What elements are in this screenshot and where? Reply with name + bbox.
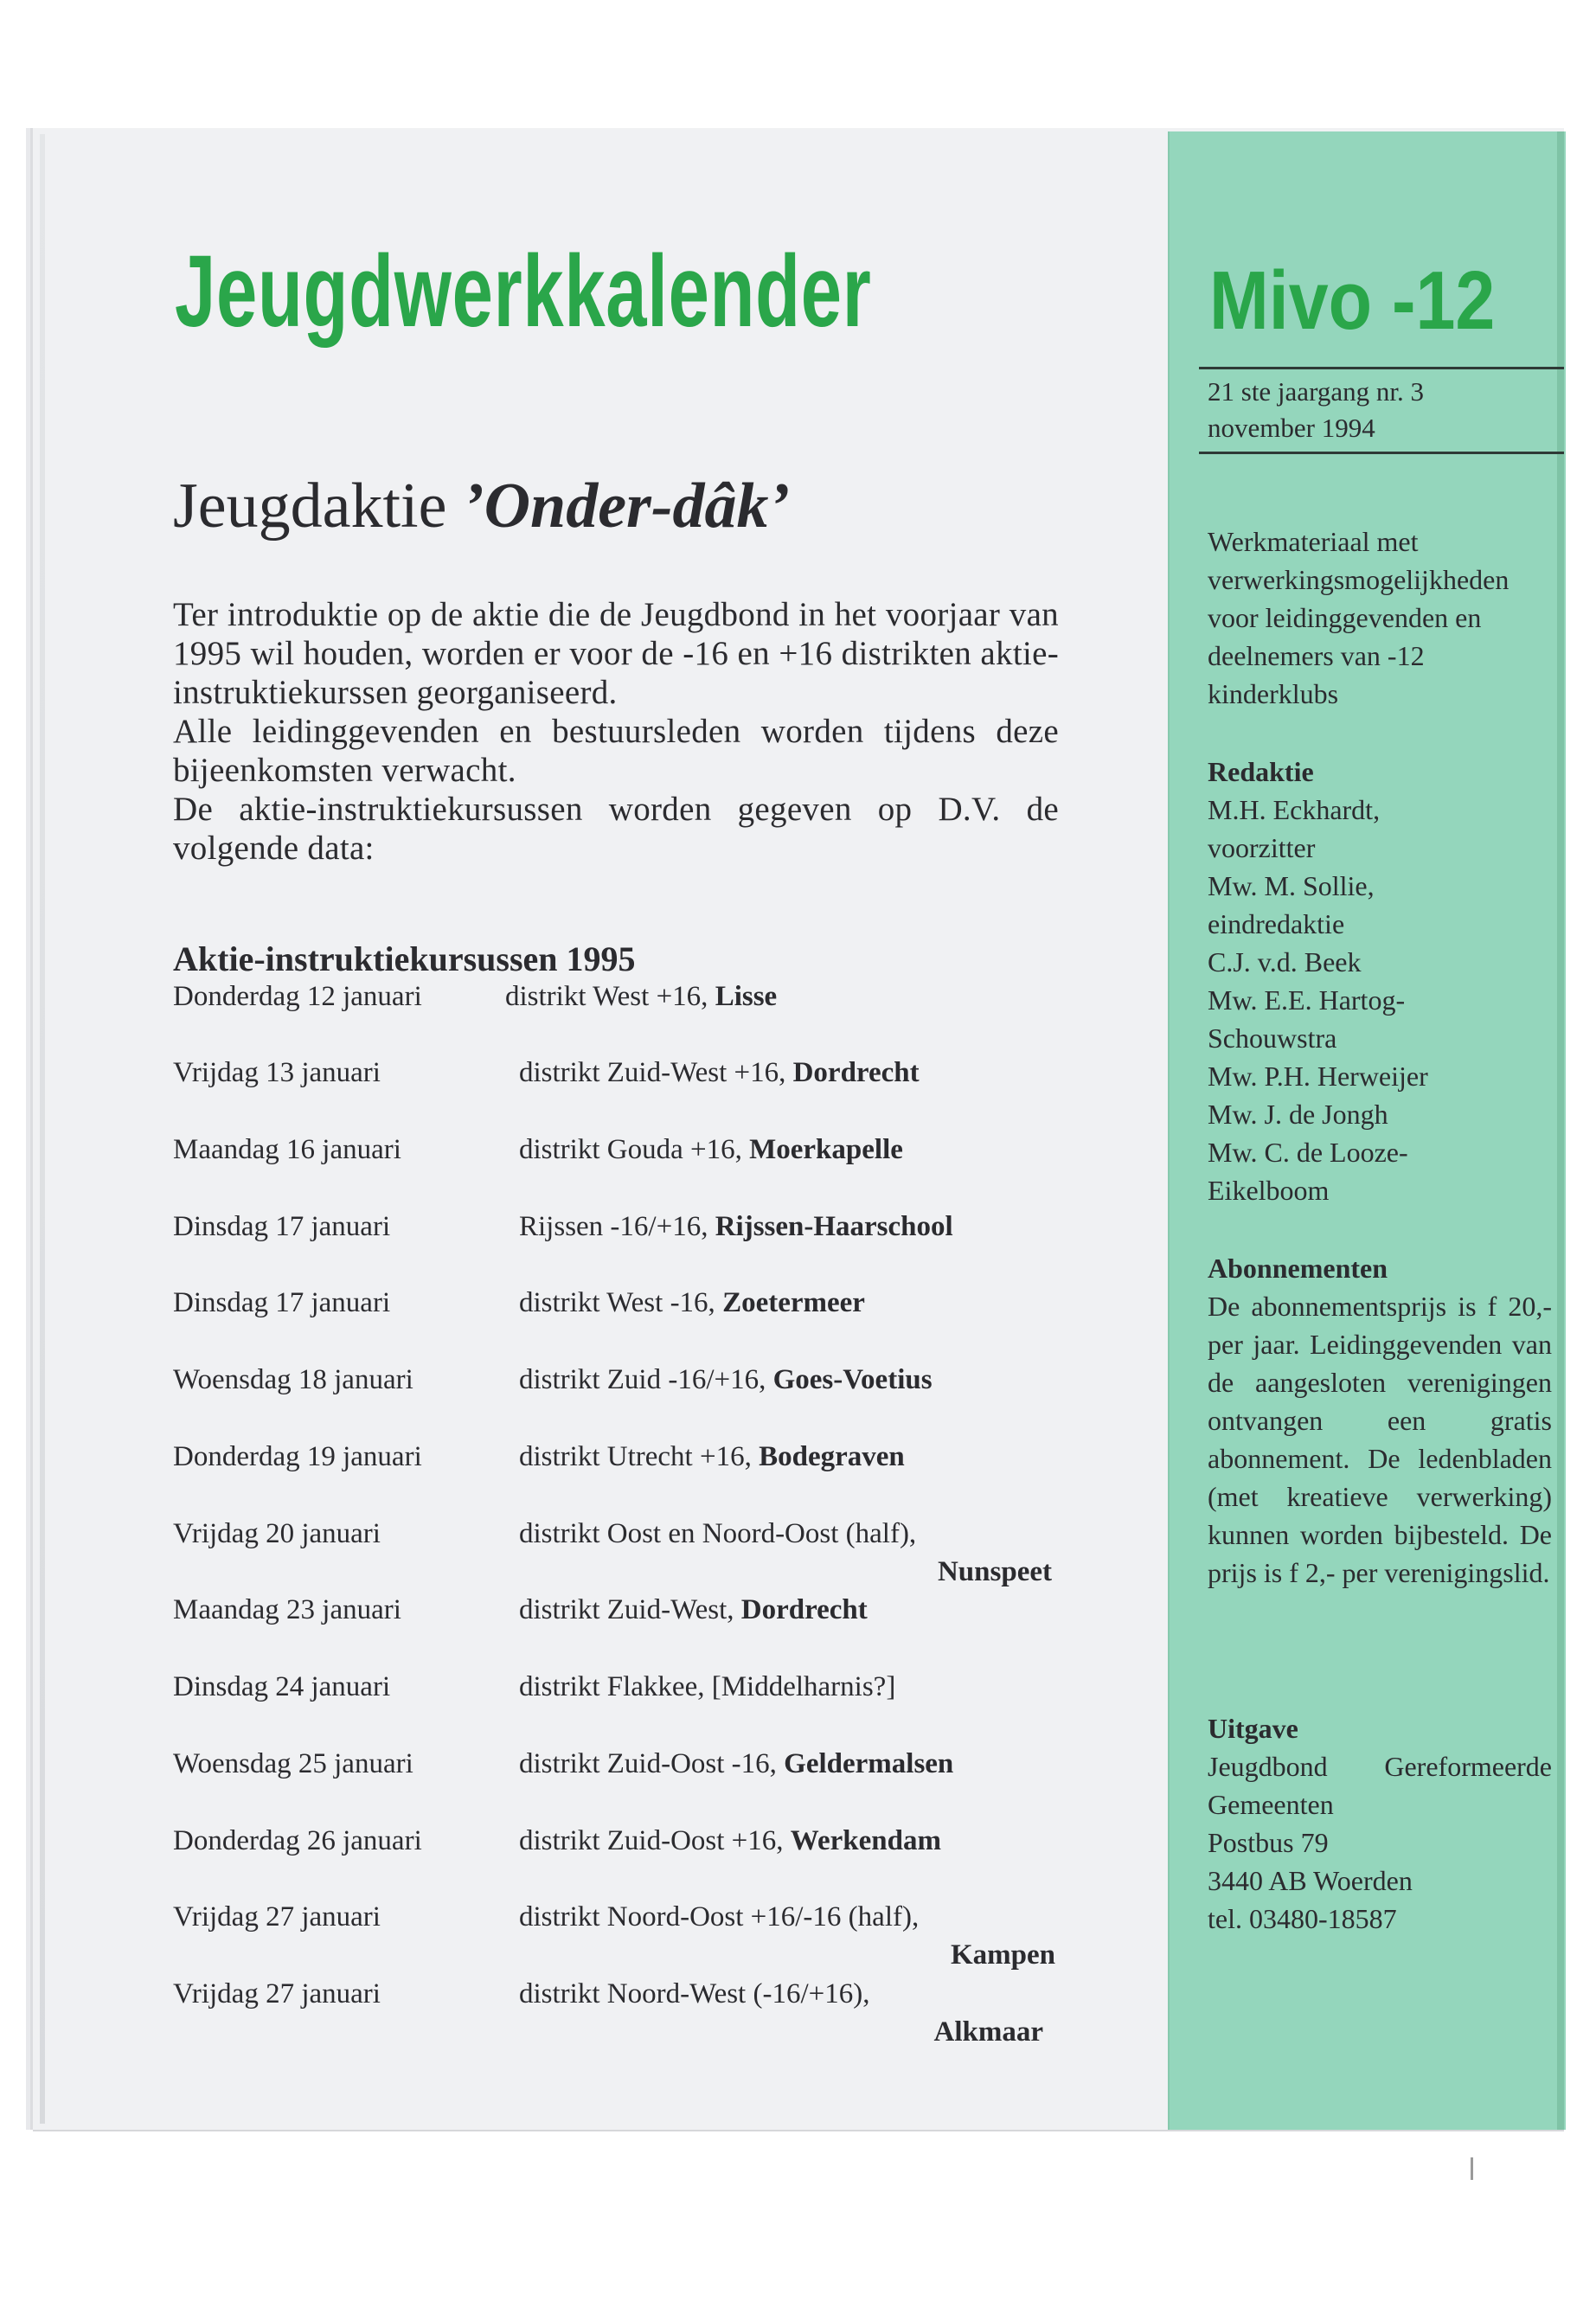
- course-place-wrapped: Nunspeet: [937, 1556, 1052, 1587]
- issue-volume: 21 ste jaargang nr. 3: [1208, 376, 1424, 407]
- sidebar-description: Werkmateriaal met verwerkingsmogelijkheden voor leidinggevenden en deelnemers van -12 kinderklubs: [1208, 526, 1509, 709]
- course-district: [519, 1668, 895, 1706]
- redaktie-line: Mw. E.E. Hartog-: [1208, 984, 1406, 1016]
- uitgave-line: 3440 AB Woerden: [1208, 1865, 1413, 1896]
- redaktie-line: C.J. v.d. Beek: [1208, 946, 1362, 977]
- district-name: distrikt Zuid-Oost -16,: [519, 1748, 785, 1779]
- course-district: [519, 1515, 916, 1553]
- intro-paragraph: Ter introduktie op de aktie die de Jeugdbond in het voorjaar van 1995 wil houden, worden er voor de -16 en +16 distrikten aktie-instruktiekurssen georganiseerd.: [173, 596, 1059, 711]
- article-title-plain: Jeugdaktie: [173, 471, 463, 542]
- redaktie-line: voorzitter: [1208, 832, 1316, 863]
- course-place: Lisse: [715, 981, 778, 1012]
- course-place: Bodegraven: [759, 1441, 905, 1472]
- district-name: distrikt Utrecht +16,: [519, 1441, 760, 1472]
- scan-artifact: [1471, 2157, 1473, 2180]
- district-name: distrikt Gouda +16,: [519, 1134, 750, 1165]
- article-title: [173, 471, 791, 542]
- issue-date: november 1994: [1208, 413, 1375, 443]
- redaktie-line: Schouwstra: [1208, 1022, 1337, 1054]
- uitgave-line: Jeugdbond Gereformeerde Gemeenten: [1208, 1751, 1552, 1820]
- course-date: Vrijdag 27 januari: [173, 1978, 381, 2009]
- course-date: Donderdag 12 januari: [173, 981, 422, 1012]
- district-name: distrikt Flakkee, [Middelharnis?]: [519, 1671, 896, 1702]
- course-place: Dordrecht: [740, 1594, 868, 1625]
- course-date: Dinsdag 17 januari: [173, 1211, 391, 1242]
- course-district: [519, 1745, 953, 1783]
- course-district: [519, 1054, 920, 1092]
- course-place: Dordrecht: [792, 1057, 920, 1088]
- course-date: Dinsdag 17 januari: [173, 1287, 391, 1318]
- course-place-wrapped: Alkmaar: [933, 2016, 1043, 2048]
- course-place: Goes-Voetius: [772, 1364, 933, 1395]
- course-date: Vrijdag 27 januari: [173, 1901, 381, 1932]
- redaktie-line: Mw. J. de Jongh: [1208, 1099, 1388, 1130]
- course-district: [519, 1131, 903, 1169]
- intro-paragraph: De aktie-instruktiekursussen worden gegeven op D.V. de volgende data:: [173, 791, 1059, 867]
- district-name: distrikt Oost en Noord-Oost (half),: [519, 1518, 917, 1549]
- uitgave-heading: Uitgave: [1208, 1713, 1298, 1744]
- district-name: distrikt Zuid-West +16,: [519, 1057, 793, 1088]
- course-date: Donderdag 19 januari: [173, 1441, 422, 1472]
- uitgave-line: Postbus 79: [1208, 1827, 1329, 1858]
- page-edge: [40, 134, 45, 2124]
- course-date: Dinsdag 24 januari: [173, 1671, 391, 1702]
- courses-title: Aktie-instruktiekursussen 1995: [173, 939, 636, 978]
- redaktie-line: eindredaktie: [1208, 908, 1345, 939]
- district-name: distrikt West +16,: [505, 981, 715, 1012]
- course-place: Rijssen-Haarschool: [715, 1211, 953, 1242]
- district-name: distrikt Noord-Oost +16/-16 (half),: [519, 1901, 920, 1932]
- district-name: distrikt Zuid -16/+16,: [519, 1364, 773, 1395]
- course-district: [519, 1591, 868, 1629]
- redaktie-line: M.H. Eckhardt,: [1208, 794, 1381, 825]
- course-district: [519, 1898, 919, 1936]
- abonnementen-heading: Abonnementen: [1208, 1253, 1388, 1284]
- district-name: distrikt Noord-West (-16/+16),: [519, 1978, 870, 2009]
- redaktie-heading: Redaktie: [1208, 756, 1314, 787]
- uitgave-line: tel. 03480-18587: [1208, 1903, 1397, 1934]
- course-district: [519, 1208, 953, 1246]
- intro-paragraph: Alle leidinggevenden en bestuursleden worden tijdens deze bijeenkomsten verwacht.: [173, 713, 1059, 789]
- abonnementen-text: De abonnementsprijs is f 20,- per jaar. Leidinggevenden van de aangesloten verenigingen ontvangen een gratis abonnement. De ledenbladen (met kreatieve verwerking) kunnen worden bijbesteld. De prijs is f 2,- per verenigingslid.: [1208, 1291, 1552, 1588]
- redaktie-line: Eikelboom: [1208, 1175, 1330, 1206]
- article-title-emphasis: ’Onder-dâk’: [462, 471, 791, 542]
- issue-rule-top: [1199, 367, 1564, 369]
- magazine-title: Mivo -12: [1209, 254, 1496, 347]
- course-place: Zoetermeer: [722, 1287, 865, 1318]
- course-district: [519, 1284, 865, 1322]
- course-date: Donderdag 26 januari: [173, 1825, 422, 1856]
- course-place-wrapped: Kampen: [950, 1939, 1055, 1971]
- course-date: Maandag 16 januari: [173, 1134, 401, 1165]
- course-date: Woensdag 18 januari: [173, 1364, 413, 1395]
- course-place: Werkendam: [790, 1825, 941, 1856]
- course-date: Woensdag 25 januari: [173, 1748, 413, 1779]
- redaktie-block: [1208, 753, 1552, 1209]
- course-district: [519, 1975, 869, 2013]
- issue-info: [1208, 374, 1424, 446]
- course-district: [519, 1822, 941, 1860]
- district-name: distrikt Zuid-West,: [519, 1594, 741, 1625]
- redaktie-line: Mw. P.H. Herweijer: [1208, 1061, 1428, 1092]
- redaktie-line: Mw. C. de Looze-: [1208, 1137, 1408, 1168]
- course-place: Geldermalsen: [784, 1748, 954, 1779]
- issue-rule-bottom: [1199, 452, 1564, 454]
- district-name: Rijssen -16/+16,: [519, 1211, 715, 1242]
- uitgave-block: [1208, 1709, 1552, 1938]
- course-date: Vrijdag 13 januari: [173, 1057, 381, 1088]
- course-place: Moerkapelle: [749, 1134, 903, 1165]
- district-name: distrikt Zuid-Oost +16,: [519, 1825, 791, 1856]
- district-name: distrikt West -16,: [519, 1287, 723, 1318]
- course-district: [519, 1438, 905, 1476]
- course-district: [505, 977, 777, 1016]
- article-intro: [173, 595, 1059, 868]
- redaktie-line: Mw. M. Sollie,: [1208, 870, 1375, 901]
- course-district: [519, 1361, 933, 1399]
- sidebar-edge: [1557, 131, 1564, 2130]
- abonnementen-block: [1208, 1249, 1552, 1592]
- course-date: Maandag 23 januari: [173, 1594, 401, 1625]
- course-date: Vrijdag 20 januari: [173, 1518, 381, 1549]
- masthead-title: Jeugdwerkkalender: [175, 234, 872, 349]
